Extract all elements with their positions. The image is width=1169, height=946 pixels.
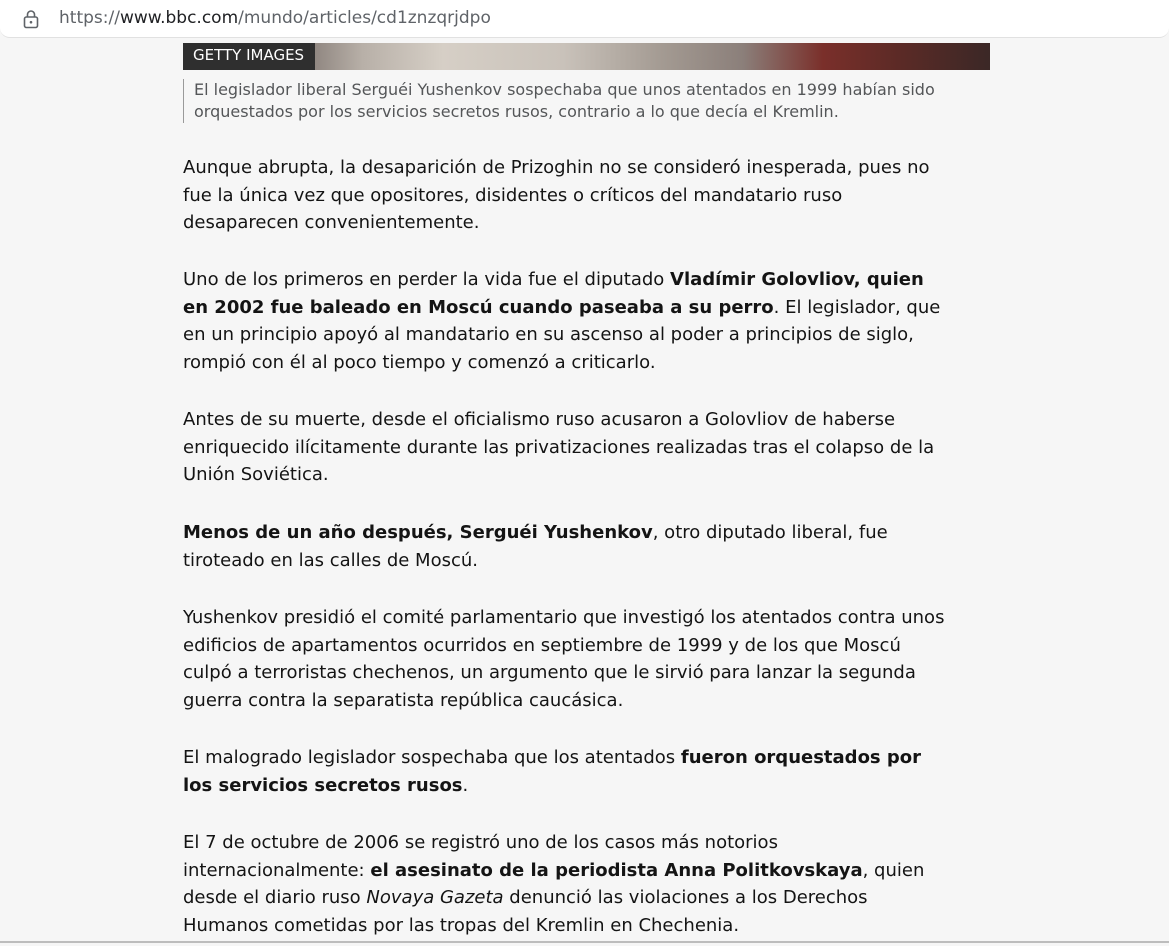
url-text[interactable] — [59, 8, 491, 28]
paragraph-text: , quien desde el diario ruso — [183, 859, 925, 908]
paragraph-bold-text: Menos de un año después, Serguéi Yushenkov — [183, 522, 653, 543]
paragraph-text: . — [462, 774, 469, 796]
paragraph-text: , otro diputado liberal, fue tiroteado en las calles de Moscú. — [183, 522, 888, 571]
window-bottom-edge — [0, 941, 1169, 943]
image-caption: El legislador liberal Serguéi Yushenkov sospechaba que unos atentados en 1999 habían sido orquestados por los servicios secretos rusos, contrario a lo que decía el Kremlin. — [183, 79, 943, 123]
article-image — [183, 43, 990, 70]
paragraph-bold-text: Vladímir Golovliov, quien en 2002 fue baleado en Moscú cuando paseaba a su perro — [183, 269, 924, 318]
url-host: www.bbc.com — [119, 8, 239, 28]
paragraph-text: Uno de los primeros en perder la vida fue el diputado — [183, 269, 671, 290]
article-paragraph-4 — [183, 519, 953, 574]
paragraph-text: El malogrado legislador sospechaba que los atentados — [183, 747, 681, 768]
lock-icon[interactable] — [22, 9, 40, 29]
paragraph-text: . El legislador, que en un principio apoyó al mandatario en su ascenso al poder a principios de siglo, rompió con él al poco tiempo y comenzó a criticarlo. — [183, 296, 941, 373]
paragraph-text: Yushenkov presidió el comité parlamentario que investigó los atentados contra unos edificios de apartamentos ocurridos en septiembre de 1999 y de los que Moscú culpó a terroristas chechenos, un argumento que le sirvió para lanzar la segunda guerra contra la separatista república caucásica. — [183, 607, 945, 711]
article-paragraph-3 — [183, 406, 953, 489]
article-paragraph-1 — [183, 154, 953, 237]
paragraph-bold-text: fueron orquestados por los servicios secretos rusos — [183, 747, 922, 796]
article-paragraph-6 — [183, 744, 953, 799]
article-paragraph-5 — [183, 604, 953, 714]
url-path: /mundo/articles/cd1znzqrjdpo — [238, 8, 491, 28]
paragraph-text: Aunque abrupta, la desaparición de Prizoghin no se consideró inesperada, pues no fue la única vez que opositores, disidentes o críticos del mandatario ruso desaparecen convenientemente. — [183, 157, 930, 233]
paragraph-text: denunció las violaciones a los Derechos Humanos cometidas por las tropas del Kremlin en Chechenia. — [183, 887, 868, 936]
image-credit: GETTY IMAGES — [183, 43, 315, 70]
article-paragraph-7 — [183, 829, 953, 939]
paragraph-text: Antes de su muerte, desde el oficialismo ruso acusaron a Golovliov de haberse enriquecido ilícitamente durante las privatizaciones realizadas tras el colapso de la Unión Soviética. — [183, 409, 935, 485]
paragraph-italic-text: Novaya Gazeta — [366, 887, 504, 908]
address-bar[interactable] — [0, 0, 1169, 38]
paragraph-text: El 7 de octubre de 2006 se registró uno de los casos más notorios internacionalmente: — [183, 832, 778, 881]
paragraph-bold-text: el asesinato de la periodista Anna Politkovskaya — [370, 859, 863, 881]
article-paragraph-2 — [183, 266, 953, 376]
url-prefix: https:// — [59, 8, 120, 28]
